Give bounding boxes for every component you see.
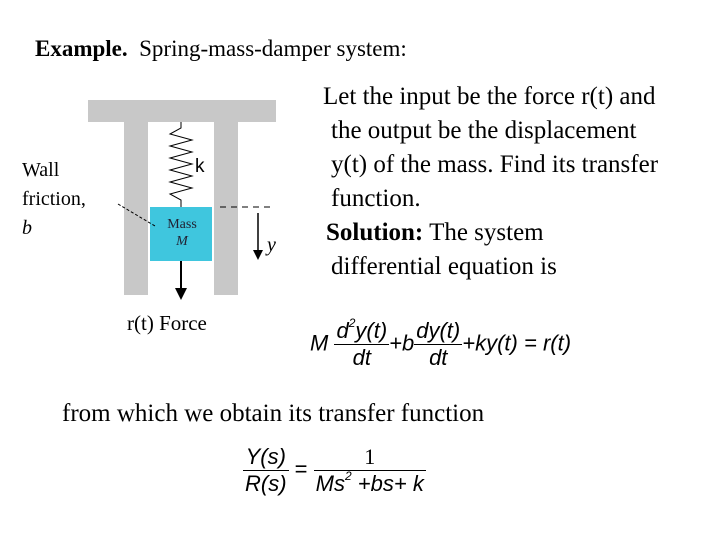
problem-line-5: Solution: The system (326, 219, 544, 246)
transfer-function-equation: $\frac{Y(s)}{R(s)}$ = $\frac{1}{Ms^2 +bs+ k}$ (245, 444, 424, 496)
title-text: Spring-mass-damper system: (139, 36, 407, 61)
second-derivative: $\frac{d^2y(t)}{dt}$ (336, 316, 388, 370)
force-label: r(t) Force (127, 311, 207, 335)
problem-text (323, 80, 658, 284)
title-bold: Example. (35, 36, 128, 61)
left-wall (124, 122, 148, 295)
problem-line-6: differential equation is (331, 253, 557, 280)
problem-line-1: Let the input be the force r(t) and (323, 83, 656, 110)
solution-label: Solution: (326, 219, 424, 246)
spring (170, 122, 192, 207)
output-over-input: $\frac{Y(s)}{R(s)}$ (245, 444, 287, 496)
displacement-label: y (267, 234, 276, 256)
force-arrowhead (175, 288, 187, 300)
problem-line-4: function. (331, 185, 421, 212)
transfer-function-intro: from which we obtain its transfer function (62, 400, 485, 427)
problem-line-3: y(t) of the mass. Find its transfer (331, 151, 659, 178)
differential-equation: M $\frac{d^2y(t)}{dt}$ +b $\frac{dy(t)}{dt}$ +ky(t) = r(t) (310, 316, 572, 370)
ceiling (88, 100, 276, 122)
displacement-arrowhead (253, 250, 263, 260)
right-wall (214, 122, 238, 295)
mass-label: Mass M (167, 217, 197, 249)
spring-constant-label: k (195, 156, 205, 177)
transfer-function-fraction: $\frac{1}{Ms^2 +bs+ k}$ (315, 444, 424, 496)
wall-friction-label: Wall friction, b (22, 159, 86, 239)
first-derivative: $\frac{dy(t)}{dt}$ (416, 318, 461, 370)
problem-line-2: the output be the displacement (331, 117, 637, 144)
